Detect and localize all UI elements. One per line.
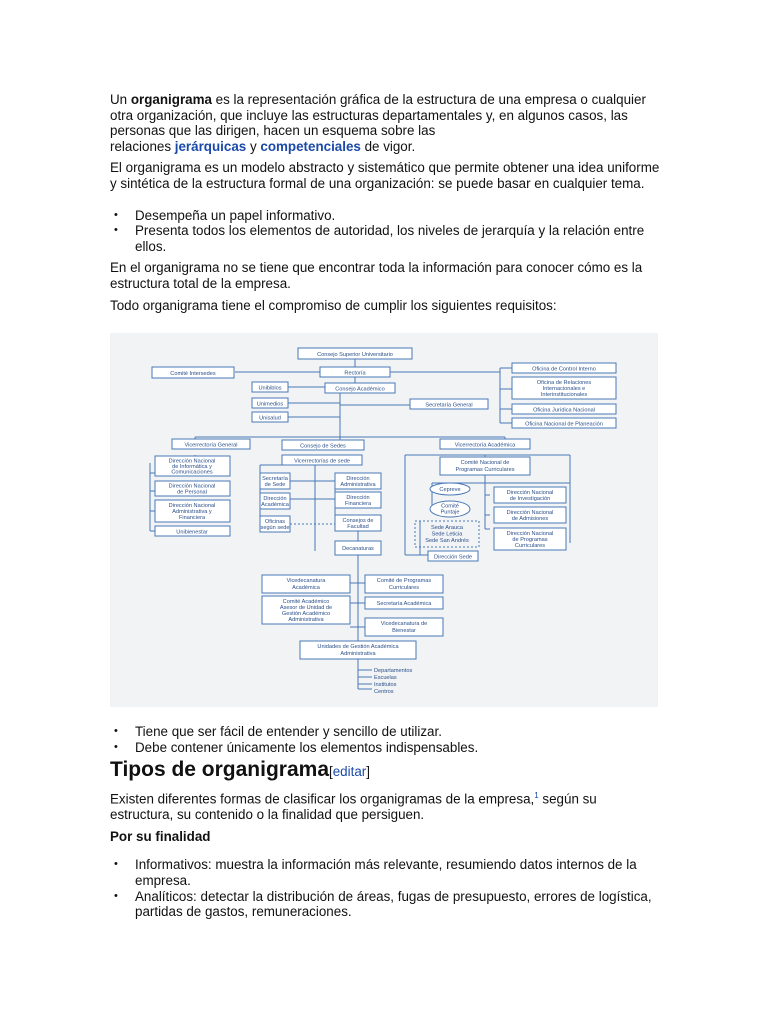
section-heading: Tipos de organigrama[editar] (110, 758, 370, 782)
link-jerarquicas[interactable]: jerárquicas (174, 138, 247, 154)
svg-text:según sede: según sede (260, 525, 290, 531)
svg-text:Académica: Académica (261, 502, 289, 508)
box-unibienestar (155, 526, 230, 536)
box-oficina-juridica (512, 404, 616, 414)
svg-text:Comité: Comité (441, 503, 459, 510)
svg-text:Sede San Andrés: Sede San Andrés (425, 538, 469, 544)
bullet-list-3 (110, 857, 662, 919)
svg-text:Unibienestar: Unibienestar (176, 529, 208, 536)
svg-text:Dirección: Dirección (263, 496, 287, 502)
svg-text:Consejo Académico: Consejo Académico (335, 386, 385, 393)
box-secretaria-academica (365, 597, 443, 609)
box-decanaturas (335, 541, 381, 555)
svg-text:Unimedios: Unimedios (256, 401, 284, 408)
box-unisalud (252, 412, 288, 422)
box-dir-personal (155, 481, 230, 496)
box-comite-academico-asesor (262, 596, 350, 624)
svg-text:Administrativa y: Administrativa y (172, 509, 212, 515)
label-departamentos: Departamentos (374, 668, 413, 674)
svg-text:Curriculares: Curriculares (388, 585, 420, 591)
svg-text:de Investigación: de Investigación (509, 496, 551, 502)
svg-text:Puntaje: Puntaje (440, 509, 460, 516)
label-centros: Centros (374, 689, 394, 695)
box-vicerrectoria-general (172, 439, 250, 449)
bullet-list-1 (110, 208, 662, 255)
box-direccion-sede (428, 551, 478, 561)
svg-text:Bienestar: Bienestar (392, 628, 416, 634)
box-comite-intersedes (152, 367, 234, 378)
svg-text:Sede Arauca: Sede Arauca (430, 525, 464, 531)
svg-text:de Admisiones: de Admisiones (511, 516, 549, 522)
intro-paragraph-1: Un organigrama es la representación gráfica de la estructura de una empresa o cualquier otra organización, que incluye las estructuras departamentales y, en algunos casos, las personas que las dirigen, hacen un esquema sobre las relaciones jerárquicas y competenciales de vigor. (110, 92, 646, 154)
footnote-ref[interactable]: 1 (534, 791, 539, 801)
box-comite-programas-curriculares (440, 457, 530, 475)
svg-text:Facultad: Facultad (347, 524, 369, 530)
box-oficina-relaciones (512, 377, 616, 399)
box-direccion-financiera (335, 492, 381, 508)
svg-text:Dirección Nacional: Dirección Nacional (168, 483, 216, 490)
link-competenciales[interactable]: competenciales (260, 138, 361, 154)
box-dir-programas-curriculares (494, 528, 566, 550)
svg-text:Secretaría: Secretaría (262, 476, 288, 482)
svg-text:de Sede: de Sede (264, 482, 286, 488)
box-dir-informatica (155, 456, 230, 476)
ellipse-cepreve (430, 483, 470, 495)
svg-text:Oficina de Relaciones: Oficina de Relaciones (536, 380, 592, 386)
svg-text:Curriculares: Curriculares (514, 543, 546, 549)
document-body-lower (110, 724, 662, 920)
intro-paragraph-4: Todo organigrama tiene el compromiso de cumplir los siguientes requisitos: (110, 297, 557, 313)
box-dir-investigacion (494, 487, 566, 503)
svg-text:Administrativa: Administrativa (340, 482, 376, 488)
label-escuelas: Escuelas (374, 675, 397, 681)
svg-text:Académica: Académica (292, 585, 320, 591)
svg-text:Comité Intersedes: Comité Intersedes (170, 371, 216, 377)
svg-text:Programas Curriculares: Programas Curriculares (455, 467, 515, 473)
intro-paragraph-3: En el organigrama no se tiene que encontrar toda la información para conocer cómo es la estructura total de la empresa. (110, 260, 643, 291)
svg-text:de Programas: de Programas (512, 537, 548, 543)
svg-text:Cepreve: Cepreve (439, 487, 461, 493)
list-item: • Debe contener únicamente los elementos indispensables. (110, 740, 662, 756)
svg-text:Internacionales e: Internacionales e (542, 386, 586, 392)
document-body (110, 92, 662, 313)
section-paragraph: Existen diferentes formas de clasificar los organigramas de la empresa,$^1$ según su estructura, su contenido o la finalidad que persiguen. (110, 791, 597, 823)
svg-text:Comité Académico: Comité Académico (282, 599, 330, 605)
svg-text:Dirección Nacional: Dirección Nacional (168, 458, 216, 465)
box-dir-admisiones (494, 507, 566, 523)
box-sedes-frontera (415, 521, 479, 547)
box-vicerrectoria-academica (440, 439, 530, 449)
list-item: • Tiene que ser fácil de entender y sencillo de utilizar. (110, 724, 662, 740)
box-vicerrectorias-sede (282, 455, 362, 465)
box-unimedios (252, 398, 288, 408)
svg-text:Comité Nacional de: Comité Nacional de (460, 460, 510, 466)
box-secretaria-general (410, 399, 488, 409)
svg-text:Financiera: Financiera (178, 515, 206, 521)
box-dir-administrativa-financiera (155, 500, 230, 522)
intro-paragraph-2: El organigrama es un modelo abstracto y sistemático que permite obtener una idea uniforme y sintética de la estructura formal de una organización: se puede basar en cualquier tema. (110, 160, 660, 191)
box-oficina-planeacion (512, 418, 616, 428)
box-rectoria (320, 367, 390, 377)
list-item: • Desempeña un papel informativo. (110, 208, 662, 224)
box-comite-programas (365, 575, 443, 593)
svg-text:Comunicaciones: Comunicaciones (171, 469, 213, 476)
svg-text:Administrativa: Administrativa (340, 651, 376, 657)
bullet-list-2 (110, 724, 662, 755)
box-secretaria-sede (260, 473, 290, 489)
svg-text:Financiera: Financiera (344, 501, 372, 507)
box-direccion-academica (260, 493, 290, 509)
box-unibiblos (252, 382, 288, 392)
svg-text:Secretaría Académica: Secretaría Académica (376, 601, 432, 607)
svg-text:Sede Leticia: Sede Leticia (431, 531, 463, 538)
svg-text:Oficina Jurídica Nacional: Oficina Jurídica Nacional (533, 407, 595, 414)
org-chart-figure (110, 333, 658, 707)
list-item: • Analíticos: detectar la distribución de áreas, fugas de presupuesto, errores de logística, partidas de gastos, remuneraciones. (110, 889, 662, 920)
svg-text:Dirección: Dirección (346, 476, 370, 482)
edit-link[interactable]: editar (332, 764, 367, 780)
box-direccion-administrativa (335, 473, 381, 489)
box-consejo-sedes (282, 440, 364, 450)
svg-text:Dirección Sede: Dirección Sede (434, 554, 472, 561)
list-item: • Informativos: muestra la información más relevante, resumiendo datos internos de la empresa. (110, 857, 662, 888)
svg-text:Interinstitucionales: Interinstitucionales (540, 392, 588, 398)
ellipse-comite-puntaje (430, 501, 470, 517)
svg-text:Oficina de Control Interno: Oficina de Control Interno (532, 366, 596, 373)
svg-text:Consejo Superior Universitario: Consejo Superior Universitario (317, 352, 393, 358)
svg-text:Gestión Académico: Gestión Académico (281, 611, 331, 617)
svg-text:Dirección Nacional: Dirección Nacional (506, 490, 554, 496)
box-unidades-gestion (300, 641, 416, 659)
svg-text:Administrativa: Administrativa (288, 617, 324, 623)
edit-section: [editar] (329, 764, 370, 780)
box-vicedecanatura-bienestar (365, 618, 443, 636)
box-consejo-superior (298, 348, 412, 359)
list-item: • Presenta todos los elementos de autoridad, los niveles de jerarquía y la relación entre ellos. (110, 223, 662, 254)
svg-text:Dirección: Dirección (346, 495, 370, 501)
svg-text:Rectoría: Rectoría (344, 370, 366, 377)
svg-text:Comité de Programas: Comité de Programas (376, 578, 432, 584)
svg-text:Vicerrectoría General: Vicerrectoría General (184, 442, 238, 449)
box-oficina-control (512, 363, 616, 373)
svg-text:Vicerrectoría Académica: Vicerrectoría Académica (454, 442, 516, 449)
svg-text:Dirección Nacional: Dirección Nacional (506, 531, 554, 537)
svg-text:Unibiblos: Unibiblos (258, 385, 282, 392)
svg-text:Secretaría General: Secretaría General (425, 402, 473, 409)
box-consejos-facultad (335, 515, 381, 531)
box-consejo-academico (325, 383, 395, 393)
org-chart (110, 333, 658, 707)
label-institutos: Institutos (374, 682, 397, 688)
svg-text:Vicedecanatura: Vicedecanatura (286, 578, 326, 584)
box-oficinas-sede (260, 516, 290, 532)
svg-text:Oficina Nacional de Planeación: Oficina Nacional de Planeación (525, 421, 603, 428)
svg-text:de Informática y: de Informática y (172, 464, 212, 470)
svg-text:Unisalud: Unisalud (259, 415, 281, 422)
svg-text:Oficinas: Oficinas (264, 519, 286, 525)
term-organigrama: organigrama (130, 92, 212, 107)
subheading: Por su finalidad (110, 828, 211, 844)
svg-text:Unidades de Gestión Académica: Unidades de Gestión Académica (317, 644, 399, 650)
box-vicedecanatura-academica (262, 575, 350, 593)
svg-text:Dirección Nacional: Dirección Nacional (168, 503, 216, 509)
svg-text:Asesor de Unidad de: Asesor de Unidad de (279, 605, 333, 611)
svg-text:Vicedecanatura de: Vicedecanatura de (380, 621, 428, 627)
svg-text:Decanaturas: Decanaturas (342, 546, 374, 552)
svg-text:Consejo de Sedes: Consejo de Sedes (300, 443, 346, 450)
svg-text:Consejos de: Consejos de (342, 518, 374, 524)
svg-text:Vicerrectorías de sede: Vicerrectorías de sede (294, 458, 350, 465)
svg-text:de Personal: de Personal (177, 489, 207, 496)
svg-text:Dirección Nacional: Dirección Nacional (506, 510, 554, 516)
